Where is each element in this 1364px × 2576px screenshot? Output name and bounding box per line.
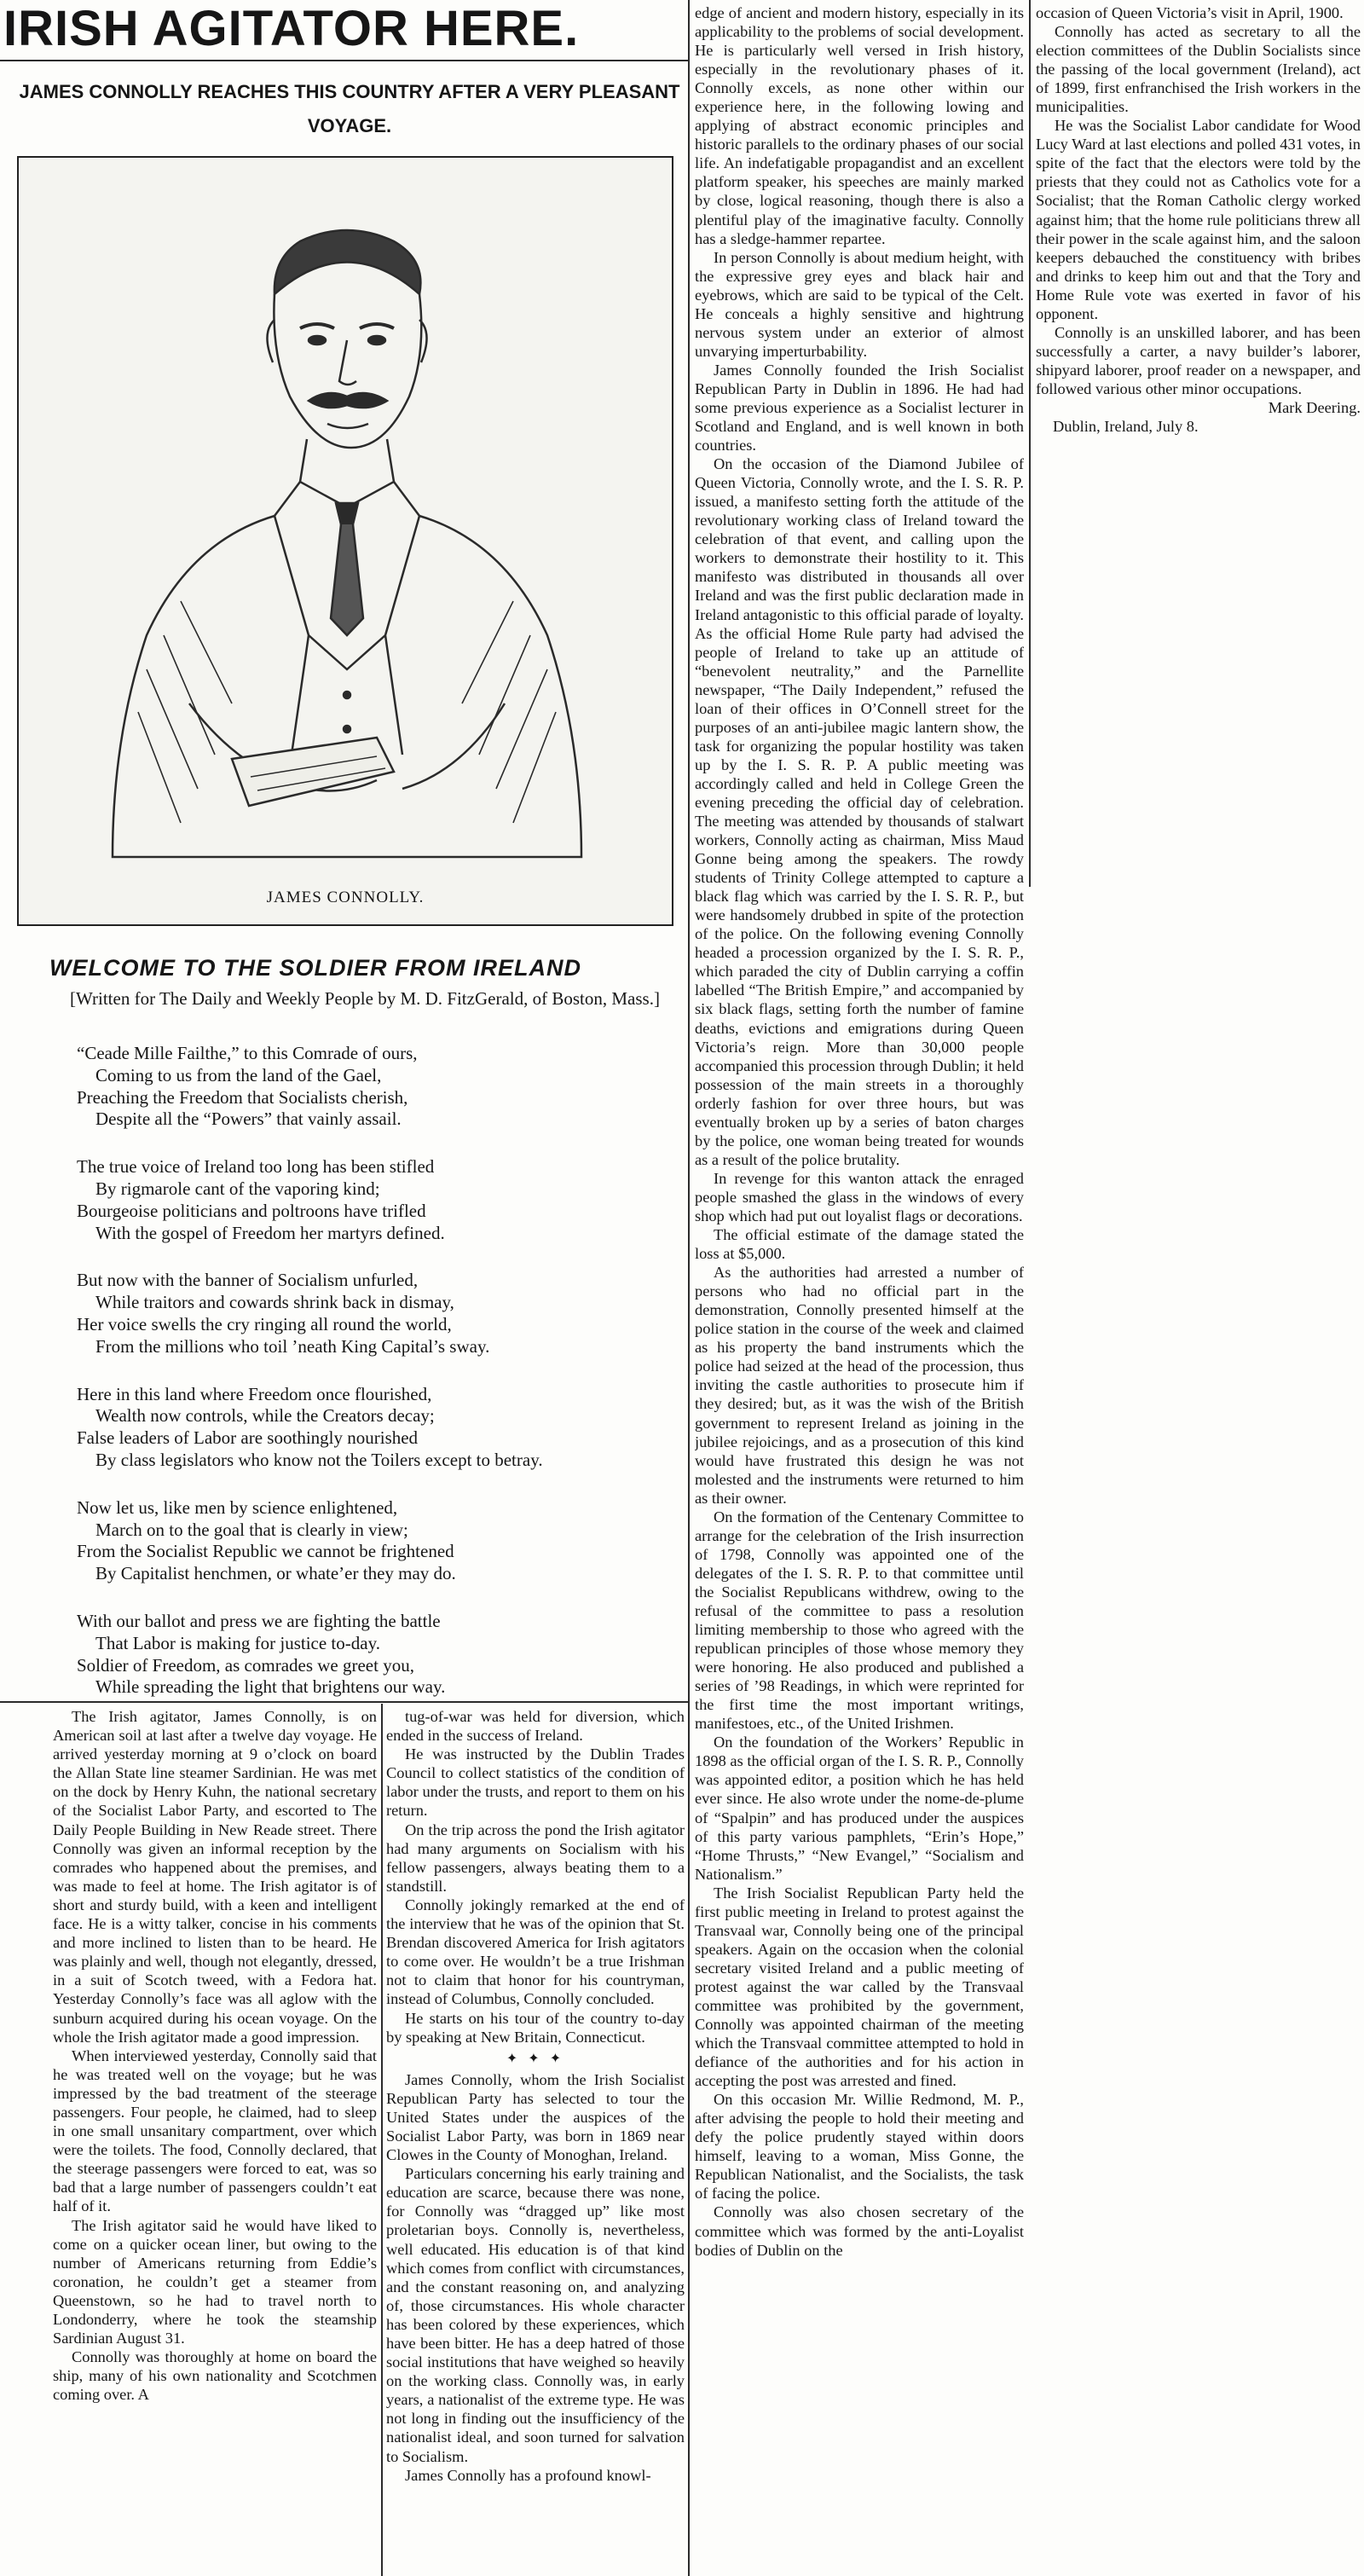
poem-line: Here in this land where Freedom once flourished, — [77, 1383, 432, 1404]
article-column-c — [695, 3, 1024, 2573]
section-separator: ✦ ✦ ✦ — [506, 2051, 565, 2066]
headline: IRISH AGITATOR HERE. — [3, 1, 580, 56]
article-paragraph: Connolly has acted as secretary to all the election committees of the Dublin Socialists since the passing of the local government (Ireland), act of 1899, first enfranchised the Irish workers in the municipalities. — [1036, 23, 1361, 116]
article-paragraph: On the trip across the pond the Irish agitator had many arguments on Socialism with his fellow passengers, always beating them to a standstill. — [386, 1821, 685, 1895]
poem-line: With our ballot and press we are fighting the battle — [77, 1610, 441, 1631]
portrait-caption: JAMES CONNOLLY. — [266, 889, 425, 906]
poem-line: Preaching the Freedom that Socialists cherish, — [77, 1086, 408, 1108]
article-paragraph: edge of ancient and modern history, especially in its applicability to the problems of social development. He is particularly well versed in Irish history, especially in the revolutionary phases of it. Connolly excels, as none other within our experience here, in the following lowing and applying of abstract economic principles and historic parallels to the ordinary phases of our social life. An indefatigable propagandist and an excellent platform speaker, his speeches are mainly marked by close, logical reasoning, though there is also a plentiful play of the imaginative faculty. Connolly has a sledge-hammer repartee. — [695, 4, 1024, 247]
article-paragraph: In person Connolly is about medium height, with the expressive grey eyes and black hair and eyebrows, which are said to be typical of the Celt. He conceals a highly sensitive and hightrung nervous system under an exterior of almost unvarying imperturbability. — [695, 248, 1024, 360]
poem-credit: [Written for The Daily and Weekly People by M. D. FitzGerald, of Boston, Mass.] — [70, 988, 660, 1009]
poem-line: Bourgeoise politicians and poltroons have trifled — [77, 1200, 426, 1221]
column-rule — [381, 1704, 383, 2576]
poem-line: Her voice swells the cry ringing all round the world, — [77, 1313, 452, 1334]
poem-line: From the Socialist Republic we cannot be frightened — [77, 1541, 454, 1562]
column-rule — [688, 0, 690, 2576]
article-paragraph: Particulars concerning his early training and education are scarce, because there was none, for Connolly was “dragged up” like most proletarian boys. Connolly is, nevertheless, well educated. His education is of that kind which comes from conflict with circumstances, and the constant reasoning on, and analyzing of, those circumstances. His whole character has been colored by these experiences, which have been bitter. He has a deep hatred of those social institutions that have weighed so heavily on the working class. Connolly was, in early years, a nationalist of the extreme type. He was not long in finding out the insufficiency of the nationalist ideal, and soon turned for salvation to Socialism. — [386, 2165, 685, 2465]
article-paragraph: He was the Socialist Labor candidate for Wood Lucy Ward at last elections and polled 431 votes, in spite of the fact that the electors were told by the priests that they could not as Catholics vote for a Socialist; that the Roman Catholic clergy worked against him; that the home rule politicians threw all their power in the scale against him, and the saloon keepers debauched the constituency with bribes and drinks to keep him out and that the Tory and Home Rule vote was exerted in favor of his opponent. — [1036, 117, 1361, 322]
article-column-b — [386, 1707, 685, 2573]
article-column-d — [1036, 3, 1361, 558]
poem-line: The true voice of Ireland too long has been stifled — [77, 1156, 435, 1178]
article-paragraph: James Connolly founded the Irish Socialist Republican Party in Dublin in 1896. He had had some previous experience as a Socialist lecturer in Scotland and England, and is well known in both countries. — [695, 361, 1024, 454]
column-rule — [1029, 0, 1031, 887]
poem-line: But now with the banner of Socialism unfurled, — [77, 1270, 419, 1291]
article-paragraph: James Connolly has a profound knowl- — [405, 2466, 651, 2484]
article-paragraph: On the foundation of the Workers’ Republic in 1898 as the official organ of the I. S. R. P., Connolly was appointed editor, a position which he has held ever since. He also wrote under the nome-de-plume of “Spalpin” and has produced under the auspices of this party various pamphlets, “Erin’s Hope,” “Home Thrusts,” “New Evangel,” “Socialism and Nationalism.” — [695, 1734, 1024, 1883]
article-paragraph: On the occasion of the Diamond Jubilee of Queen Victoria, Connolly wrote, and the I. S. R. P. issued, a manifesto setting forth the attitude of the revolutionary working class of Ireland toward the celebration of that event, and calling upon the workers to demonstrate their hostility to it. This manifesto was distributed in thousands all over Ireland and was the first public declaration made in Ireland antagonistic to this official parade of loyalty. As the official Home Rule party had advised the people of Ireland to take up an attitude of “benevolent neutrality,” and the Parnellite newspaper, “The Daily Independent,” refused the loan of their offices in O’Connell street for the purposes of an anti-jubilee magic lantern show, the task for organizing the popular hostility was taken up by the I. S. R. P. A public meeting was accordingly called and held in College Green the evening preceding the official day of celebration. The meeting was attended by thousands of stalwart workers, Connolly acting as chairman, Miss Maud Gonne being among the speakers. The rowdy students of Trinity College attempted to capture a black flag which was carried by the I. S. R. P., but were handsomely drubbed in spite of the protection of the police. On the following evening Connolly headed a procession organized by the I. S. R. P., which paraded the city of Dublin carrying a coffin labelled “The British Empire,” and accompanied by six black flags, setting forth the number of famine deaths, evictions and emigrations during Queen Victoria’s reign. More than 30,000 people accompanied this procession through Dublin; it held possession of the main streets in a thoroughly orderly fashion for over three hours, but was eventually broken up by a series of baton charges by the police, one woman being treated for wounds as a result of the police brutality. — [695, 455, 1024, 1168]
article-paragraph: Connolly was also chosen secretary of the committee which was formed by the anti-Loyalist bodies of Dublin on the — [695, 2203, 1024, 2259]
article-paragraph: He was instructed by the Dublin Trades Council to collect statistics of the condition of labor under the trusts, and report to them on his return. — [386, 1745, 685, 1820]
poem-line: “Ceade Mille Failthe,” to this Comrade of ours, — [77, 1043, 418, 1063]
article-paragraph: Connolly jokingly remarked at the end of the interview that he was of the opinion that St. Brendan discovered America for Irish agitators to come over. He wouldn’t be a true Irishman not to claim that honor for his countryman, instead of Columbus, Connolly concluded. — [386, 1896, 685, 2008]
article-paragraph: occasion of Queen Victoria’s visit in April, 1900. — [1036, 4, 1344, 21]
article-paragraph: In revenge for this wanton attack the enraged people smashed the glass in the windows of every shop which had put out loyalist flags or decorations. — [695, 1169, 1024, 1224]
article-paragraph: James Connolly, whom the Irish Socialist Republican Party has selected to tour the United States under the auspices of the Socialist Labor Party, was born in 1869 near Clowes in the County of Monoghan, Ireland. — [386, 2070, 685, 2164]
poem-line: By Capitalist henchmen, or whate’er they may do. — [95, 1563, 456, 1584]
poem-line: With the gospel of Freedom her martyrs defined. — [95, 1222, 445, 1243]
article-paragraph: On the formation of the Centenary Committee to arrange for the celebration of the Irish insurrection of 1798, Connolly was appointed one of the delegates of the I. S. R. P. to that committee until the Socialist Republicans withdrew, owing to the refusal of the committee to pass a resolution limiting membership to those who agreed with the republican principles of those whose memory they were honoring. He also produced and published a series of ’98 Readings, in which were reprinted for the first time the most important writings, manifestoes, etc., of the United Irishmen. — [695, 1508, 1024, 1733]
article-column-a — [53, 1707, 377, 2573]
poem-title: WELCOME TO THE SOLDIER FROM IRELAND — [49, 955, 581, 981]
poem-line: While traitors and cowards shrink back in dismay, — [95, 1292, 454, 1313]
connolly-portrait-drawing — [19, 158, 672, 924]
subheadline: JAMES CONNOLLY REACHES THIS COUNTRY AFTER A VERY PLEASANT VOYAGE. — [19, 81, 680, 136]
signature: Mark Deering. — [1268, 398, 1361, 416]
article-paragraph: He starts on his tour of the country to-day by speaking at New Britain, Connecticut. — [386, 2009, 685, 2046]
article-paragraph: The Irish Socialist Republican Party held the first public meeting in Ireland to protest against the Transvaal war, Connolly being one of the principal speakers. Again on the occasion when the colonial secretary visited Ireland and a public meeting of protest against the war called by the Transvaal committee was prohibited by the government, Connolly was appointed chairman of the meeting which the Transvaal committee attempted to hold in defiance of the authorities and for his action in accepting the post was arrested and fined. — [695, 1884, 1024, 2090]
poem-line: Despite all the “Powers” that vainly assail. — [95, 1109, 402, 1130]
poem-stanza — [77, 1043, 673, 1131]
article-paragraph: When interviewed yesterday, Connolly said that he was treated well on the voyage; but he was impressed by the bad treatment of the steerage passengers. Four people, he claimed, had to sleep in one small unsanitary compartment, over which were the toilets. The food, Connolly declared, that the steerage passengers were forced to eat, was so bad that a large number of passengers couldn’t eat half of it. — [53, 2046, 377, 2215]
article-paragraph: The Irish agitator, James Connolly, is on American soil at last after a twelve day voyage. He arrived yesterday morning at 9 o’clock on board the Allan State line steamer Sardinian. He was met on the dock by Henry Kuhn, the national secretary of the Socialist Labor Party, and escorted to The Daily People Building in New Reade street. There Connolly was given an informal reception by the comrades who happened about the premises, and was made to feel at home. The Irish agitator is of short and sturdy build, with a keen and intelligent face. He is a witty talker, concise in his comments and more inclined to listen than to be heard. He was plainly and well, though not elegantly, dressed, in a suit of Scotch tweed, with a Fedora hat. Yesterday Connolly’s face was all aglow with the sunburn acquired during his ocean voyage. On the whole the Irish agitator made a good impression. — [53, 1708, 377, 2046]
poem-stanza — [77, 1156, 673, 1244]
poem-line: False leaders of Labor are soothingly nourished — [77, 1427, 419, 1449]
article-paragraph: tug-of-war was held for diversion, which ended in the success of Ireland. — [386, 1708, 685, 1745]
article-paragraph: The official estimate of the damage stated the loss at $5,000. — [695, 1226, 1024, 1263]
poem-line: Coming to us from the land of the Gael, — [95, 1064, 382, 1085]
poem-body — [77, 1043, 673, 1724]
portrait-illustration — [17, 156, 673, 926]
article-paragraph: Connolly is an unskilled laborer, and has been successfully a carter, a navy builder’s laborer, shipyard laborer, proof reader on a newspaper, and followed various other minor occupations. — [1036, 323, 1361, 397]
article-paragraph: As the authorities had arrested a number of persons who had no official part in the demonstration, Connolly presented himself at the police station in the course of the week and claimed as his property the band instruments which the police had seized at the head of the procession, thus inviting the castle authorities to prosecute him if they desired; but, as it was the wish of the British government to represent Ireland as joining in the jubilee rejoicings, and as a prosecution of this kind would have frustrated this design he was not molested and the instruments were returned to him as their owner. — [695, 1264, 1024, 1507]
article-paragraph: The Irish agitator said he would have liked to come on a quicker ocean liner, but owing to the number of Americans returning from Eddie’s coronation, he couldn’t get a steamer from Queenstown, so he had to travel north to Londonderry, where he took the steamship Sardinian August 31. — [53, 2216, 377, 2347]
poem-stanza — [77, 1497, 673, 1585]
headline-rule — [0, 60, 688, 61]
poem-line: Soldier of Freedom, as comrades we greet you, — [77, 1654, 414, 1676]
dateline: Dublin, Ireland, July 8. — [1053, 418, 1199, 436]
poem-line: Wealth now controls, while the Creators decay; — [95, 1405, 435, 1427]
poem-line: From the millions who toil ’neath King Capital’s sway. — [95, 1335, 490, 1357]
poem-stanza — [77, 1611, 673, 1699]
article-paragraph: On this occasion Mr. Willie Redmond, M. P., after advising the people to hold their meeting and defy the police prudently stayed within doors himself, leaving to a woman, Miss Gonne, the Republican Nationalist, and the Socialists, the task of facing the police. — [695, 2091, 1024, 2203]
poem-line: That Labor is making for justice to-day. — [95, 1632, 380, 1653]
poem-line: By rigmarole cant of the vaporing kind; — [95, 1178, 380, 1199]
poem-line: March on to the goal that is clearly in view; — [95, 1519, 408, 1540]
poem-stanza — [77, 1270, 673, 1357]
poem-line: By class legislators who know not the Toilers except to betray. — [95, 1449, 543, 1470]
poem-line: While spreading the light that brightens our way. — [95, 1676, 446, 1698]
poem-line: Now let us, like men by science enlightened, — [77, 1496, 398, 1518]
poem-stanza — [77, 1384, 673, 1472]
article-paragraph: Connolly was thoroughly at home on board the ship, many of his own nationality and Scotchmen coming over. A — [53, 2348, 377, 2404]
